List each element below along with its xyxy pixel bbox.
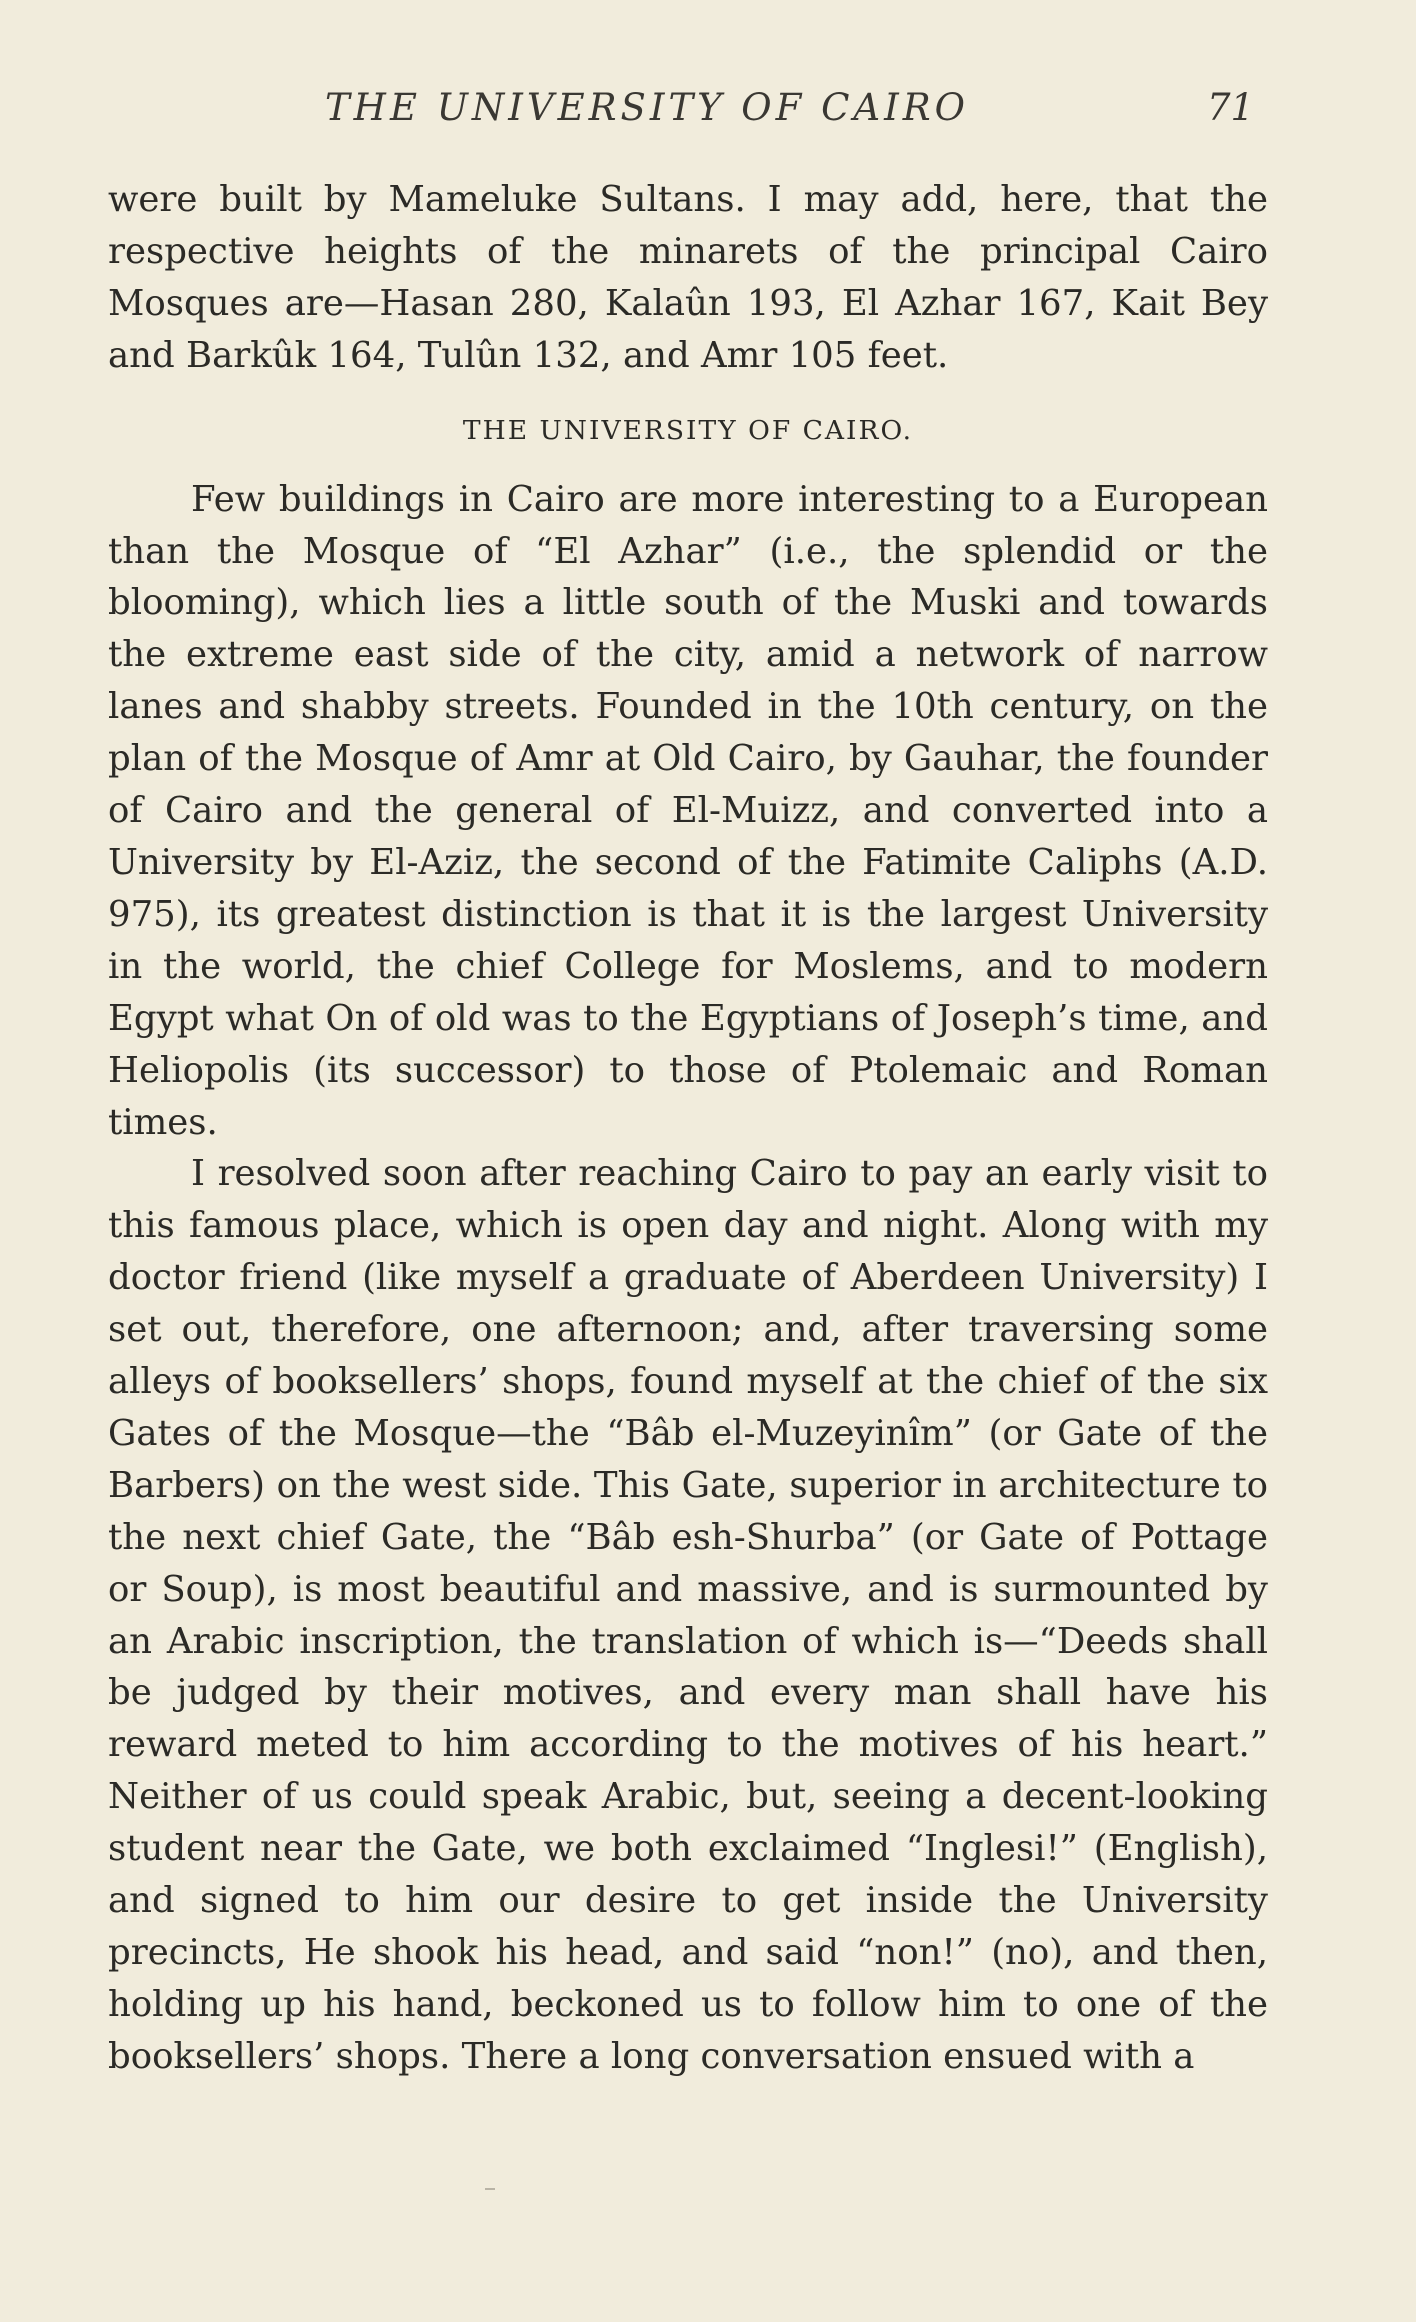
body-text bbox=[108, 174, 1268, 2083]
paragraph-visit: I resolved soon after reaching Cairo to pay an early visit to this famous place, which is open day and night. Along with my doctor friend (like myself a graduate of Aberdeen University) I set out, therefore, one afternoon; and, after traversing some alleys of booksellers’ shops, found myself at the chief of the six Gates of the Mosque—the “Bâb el-Muzeyinîm” (or Gate of the Barbers) on the west side. This Gate, superior in architecture to the next chief Gate, the “Bâb esh-Shurba” (or Gate of Pottage or Soup), is most beautiful and massive, and is surmounted by an Arabic inscription, the translation of which is—“Deeds shall be judged by their motives, and every man shall have his reward meted to him according to the motives of his heart.” Neither of us could speak Arabic, but, seeing a decent-looking student near the Gate, we both exclaimed “Inglesi!” (English), and signed to him our desire to get inside the University precincts, He shook his head, and said “non!” (no), and then, holding up his hand, beckoned us to follow him to one of the booksellers’ shops. There a long conversation ensued with a bbox=[108, 1153, 1268, 2077]
section-heading: THE UNIVERSITY OF CAIRO. bbox=[462, 414, 914, 446]
running-title: THE UNIVERSITY OF CAIRO bbox=[325, 86, 969, 129]
paragraph-continued: were built by Mameluke Sultans. I may add, here, that the respective heights of the minarets of the principal Cairo Mosques are—Hasan 280, Kalaûn 193, El Azhar 167, Kait Bey and Barkûk 164, Tulûn 132, and Amr 105 feet. bbox=[108, 179, 1268, 376]
footer-mark bbox=[485, 2188, 495, 2190]
page-number: 71 bbox=[1207, 86, 1255, 129]
running-head bbox=[0, 86, 1416, 146]
paragraph-university-intro: Few buildings in Cairo are more interesting to a European than the Mosque of “El Azhar” (i.e., the splendid or the blooming), which lies a little south of the Muski and towards the extreme east side of the city, amid a network of narrow lanes and shabby streets. Founded in the 10th century, on the plan of the Mosque of Amr at Old Cairo, by Gauhar, the founder of Cairo and the general of El-Muizz, and converted into a University by El-Aziz, the second of the Fatimite Caliphs (A.D. 975), its greatest distinction is that it is the largest University in the world, the chief College for Moslems, and to modern Egypt what On of old was to the Egyptians of Joseph’s time, and Heliopolis (its successor) to those of Ptolemaic and Roman times. bbox=[108, 478, 1268, 1143]
